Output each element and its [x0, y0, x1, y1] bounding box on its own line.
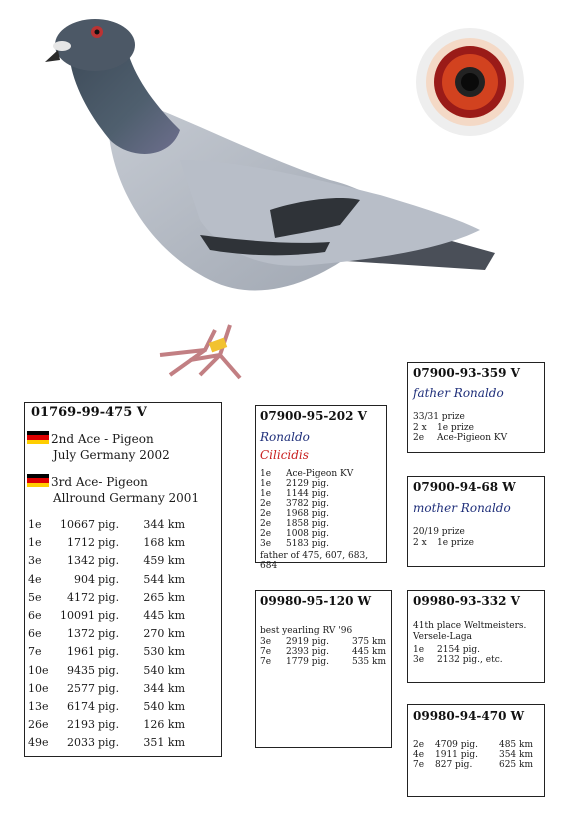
- mother-ronaldo-results: [413, 538, 527, 548]
- father-ronaldo-card: [407, 362, 545, 453]
- main-result-row-cell: pig.: [98, 572, 120, 586]
- father-result-row: [260, 509, 366, 519]
- main-result-row: [28, 680, 188, 698]
- title-1-line2: July Germany 2002: [53, 448, 170, 462]
- main-result-row-cell: 2193: [67, 718, 95, 732]
- father-result-row-cell: 1858 pig.: [286, 519, 330, 529]
- father-result-row: [260, 539, 366, 549]
- title-2-line2: Allround Germany 2001: [53, 491, 200, 505]
- main-result-row-cell: pig.: [98, 536, 120, 550]
- mother-result-row-cell: 2919 pig.: [286, 637, 330, 647]
- gm-mother-row-cell: 485 km: [498, 740, 533, 750]
- gf-mother-ring: 09980-93-332 V: [413, 594, 520, 608]
- main-result-row-cell: 351 km: [143, 736, 185, 750]
- main-result-row-cell: 344 km: [143, 518, 185, 531]
- main-result-row-cell: 7e: [28, 645, 42, 659]
- father-result-row-cell: 2e: [260, 499, 272, 509]
- mother-ronaldo-prize: 20/19 prize: [413, 527, 465, 537]
- gf-mother-line1: 41th place Weltmeisters.: [413, 621, 527, 631]
- gf-mother-row-cell: 1e: [413, 645, 425, 655]
- mother-result-row-cell: 445 km: [351, 647, 386, 657]
- main-result-row-cell: 1961: [67, 645, 95, 659]
- main-result-row-cell: pig.: [98, 681, 120, 695]
- father-ronaldo-ring: 07900-93-359 V: [413, 366, 520, 380]
- main-result-row-cell: 4172: [67, 590, 95, 604]
- main-result-row-cell: 344 km: [143, 681, 185, 695]
- gm-mother-row-cell: 4709 pig.: [435, 740, 479, 750]
- main-result-row-cell: 544 km: [143, 572, 185, 586]
- gf-mother-row-cell: 2154 pig.: [437, 645, 481, 655]
- father-result-row-cell: 1968 pig.: [286, 509, 330, 519]
- mother-result-row-cell: 375 km: [351, 637, 386, 647]
- mother-result-row-cell: 2393 pig.: [286, 647, 330, 657]
- gm-mother-card: [407, 704, 545, 797]
- main-result-row: [28, 607, 188, 625]
- gm-mother-row: [413, 740, 533, 750]
- title-2: [27, 474, 199, 506]
- father-results-table: [260, 469, 366, 549]
- main-result-row: [28, 662, 188, 680]
- father-result-row-cell: 1e: [260, 489, 272, 499]
- main-result-row-cell: pig.: [98, 736, 120, 750]
- father-ronaldo-row-cell: Ace-Pigieon KV: [437, 433, 508, 443]
- main-result-row-cell: 26e: [28, 718, 49, 732]
- main-result-row-cell: pig.: [98, 554, 120, 568]
- main-result-row-cell: pig.: [98, 590, 120, 604]
- main-result-row-cell: pig.: [98, 718, 120, 732]
- main-result-row-cell: pig.: [98, 645, 120, 659]
- gm-mother-row-cell: 2e: [413, 740, 425, 750]
- father-result-row-cell: 2129 pig.: [286, 479, 330, 489]
- main-result-row-cell: 10667: [60, 518, 95, 531]
- main-bird-card: [24, 402, 222, 757]
- gf-mother-row-cell: 3e: [413, 655, 425, 665]
- main-result-row-cell: 49e: [28, 736, 49, 750]
- gm-mother-results: [413, 740, 533, 770]
- main-result-row-cell: 6174: [67, 700, 95, 714]
- main-result-row-cell: 126 km: [143, 718, 185, 732]
- main-result-row: [28, 734, 188, 752]
- main-result-row-cell: 9435: [67, 663, 95, 677]
- gm-mother-row-cell: 4e: [413, 750, 425, 760]
- father-ronaldo-row: [413, 423, 527, 433]
- main-result-row-cell: 540 km: [143, 700, 185, 714]
- gm-mother-row-cell: 354 km: [498, 750, 533, 760]
- main-result-row-cell: pig.: [98, 518, 120, 531]
- title-1: [27, 431, 170, 463]
- main-result-row-cell: 540 km: [143, 663, 185, 677]
- father-result-row-cell: 3782 pig.: [286, 499, 330, 509]
- main-result-row-cell: 265 km: [143, 590, 185, 604]
- main-result-row-cell: 445 km: [143, 609, 185, 623]
- gm-mother-ring: 09980-94-470 W: [413, 709, 525, 723]
- main-result-row-cell: 10e: [28, 681, 49, 695]
- main-result-row: [28, 625, 188, 643]
- gf-mother-line2: Versele-Laga: [413, 632, 472, 642]
- main-result-row: [28, 698, 188, 716]
- gf-mother-card: [407, 590, 545, 683]
- father-ronaldo-row-cell: 2e: [413, 433, 425, 443]
- father-result-row-cell: 1e: [260, 479, 272, 489]
- father-ronaldo-row-cell: 1e prize: [437, 423, 474, 433]
- gm-mother-row-cell: 1911 pig.: [435, 750, 479, 760]
- father-ring-number: 07900-95-202 V: [260, 409, 367, 423]
- eye-image: [414, 26, 526, 138]
- gm-mother-row-cell: 625 km: [498, 760, 533, 770]
- father-result-row: [260, 479, 366, 489]
- main-result-row-cell: 459 km: [143, 554, 185, 568]
- gm-mother-row: [413, 760, 533, 770]
- mother-result-row-cell: 535 km: [351, 657, 386, 667]
- father-card: [255, 405, 387, 571]
- father-result-row: [260, 529, 366, 539]
- father-result-row-cell: 2e: [260, 509, 272, 519]
- main-result-row-cell: 1e: [28, 518, 42, 531]
- father-ronaldo-prize: 33/31 prize: [413, 412, 465, 422]
- father-result-row-cell: 2e: [260, 529, 272, 539]
- main-result-row: [28, 716, 188, 734]
- title-2-line1: 3rd Ace- Pigeon: [51, 475, 148, 489]
- father-result-row: [260, 519, 366, 529]
- main-results-table: [28, 516, 188, 753]
- main-result-row-cell: 5e: [28, 590, 42, 604]
- main-result-row-cell: 2577: [67, 681, 95, 695]
- father-ronaldo-row-cell: 2 x: [413, 423, 427, 433]
- father-result-row: [260, 469, 366, 479]
- main-result-row-cell: 530 km: [143, 645, 185, 659]
- mother-ronaldo-row-cell: 1e prize: [437, 538, 474, 548]
- main-result-row-cell: 13e: [28, 700, 49, 714]
- mother-ronaldo-row-cell: 2 x: [413, 538, 427, 548]
- main-result-row-cell: 168 km: [143, 536, 185, 550]
- father-result-row-cell: Ace-Pigeon KV: [286, 469, 354, 479]
- father-result-row-cell: 3e: [260, 539, 272, 549]
- main-result-row: [28, 534, 188, 552]
- main-result-row-cell: pig.: [98, 663, 120, 677]
- main-result-row-cell: 10e: [28, 663, 49, 677]
- main-result-row-cell: 6e: [28, 627, 42, 641]
- father-dam-name: Cilicidis: [260, 448, 309, 462]
- main-result-row-cell: 1342: [67, 554, 95, 568]
- main-result-row-cell: 2033: [67, 736, 95, 750]
- mother-result-row-cell: 3e: [260, 637, 272, 647]
- main-result-row-cell: 1372: [67, 627, 95, 641]
- main-result-row: [28, 589, 188, 607]
- mother-ronaldo-ring: 07900-94-68 W: [413, 480, 516, 494]
- mother-result-row-cell: 7e: [260, 657, 272, 667]
- father-ronaldo-results: [413, 423, 527, 443]
- main-result-row-cell: 3e: [28, 554, 42, 568]
- father-name: Ronaldo: [260, 430, 310, 444]
- father-result-row: [260, 489, 366, 499]
- gf-mother-row: [413, 645, 537, 655]
- main-result-row: [28, 643, 188, 661]
- gm-mother-row: [413, 750, 533, 760]
- main-result-row-cell: 10091: [60, 609, 95, 623]
- title-1-line1: 2nd Ace - Pigeon: [51, 432, 154, 446]
- gf-mother-results: [413, 645, 537, 665]
- main-result-row-cell: 1e: [28, 536, 42, 550]
- father-result-row-cell: 1e: [260, 469, 272, 479]
- father-result-row-cell: 2e: [260, 519, 272, 529]
- main-result-row-cell: 4e: [28, 572, 42, 586]
- father-ronaldo-label: father Ronaldo: [413, 386, 504, 400]
- mother-card: [255, 590, 392, 748]
- mother-result-row-cell: 7e: [260, 647, 272, 657]
- main-result-row-cell: 270 km: [143, 627, 185, 641]
- german-flag-icon: [27, 474, 49, 487]
- father-result-row: [260, 499, 366, 509]
- mother-result-row: [260, 657, 386, 667]
- gm-mother-row-cell: 827 pig.: [435, 760, 473, 770]
- main-result-row-cell: 6e: [28, 609, 42, 623]
- mother-result-row: [260, 637, 386, 647]
- main-result-row-cell: 1712: [67, 536, 95, 550]
- mother-ronaldo-row: [413, 538, 527, 548]
- mother-ring-number: 09980-95-120 W: [260, 594, 372, 608]
- mother-result-row: [260, 647, 386, 657]
- gm-mother-row-cell: 7e: [413, 760, 425, 770]
- main-result-row-cell: 904: [74, 572, 95, 586]
- father-result-row-cell: 1144 pig.: [286, 489, 330, 499]
- mother-result-row-cell: 1779 pig.: [286, 657, 330, 667]
- gf-mother-row: [413, 655, 537, 665]
- father-result-row-cell: 1008 pig.: [286, 529, 330, 539]
- main-result-row: [28, 516, 188, 534]
- mother-ronaldo-card: [407, 476, 545, 567]
- main-result-row-cell: pig.: [98, 609, 120, 623]
- gf-mother-row-cell: 2132 pig., etc.: [437, 655, 503, 665]
- main-result-row: [28, 571, 188, 589]
- mother-note: best yearling RV '96: [260, 626, 353, 636]
- father-result-row-cell: 5183 pig.: [286, 539, 330, 549]
- main-result-row-cell: pig.: [98, 627, 120, 641]
- german-flag-icon: [27, 431, 49, 444]
- father-footer: father of 475, 607, 683, 684: [260, 551, 369, 571]
- mother-ronaldo-label: mother Ronaldo: [413, 501, 511, 515]
- mother-results-table: [260, 637, 386, 667]
- main-ring-number: 01769-99-475 V: [31, 405, 147, 420]
- main-result-row-cell: pig.: [98, 700, 120, 714]
- main-result-row: [28, 552, 188, 570]
- father-ronaldo-row: [413, 433, 527, 443]
